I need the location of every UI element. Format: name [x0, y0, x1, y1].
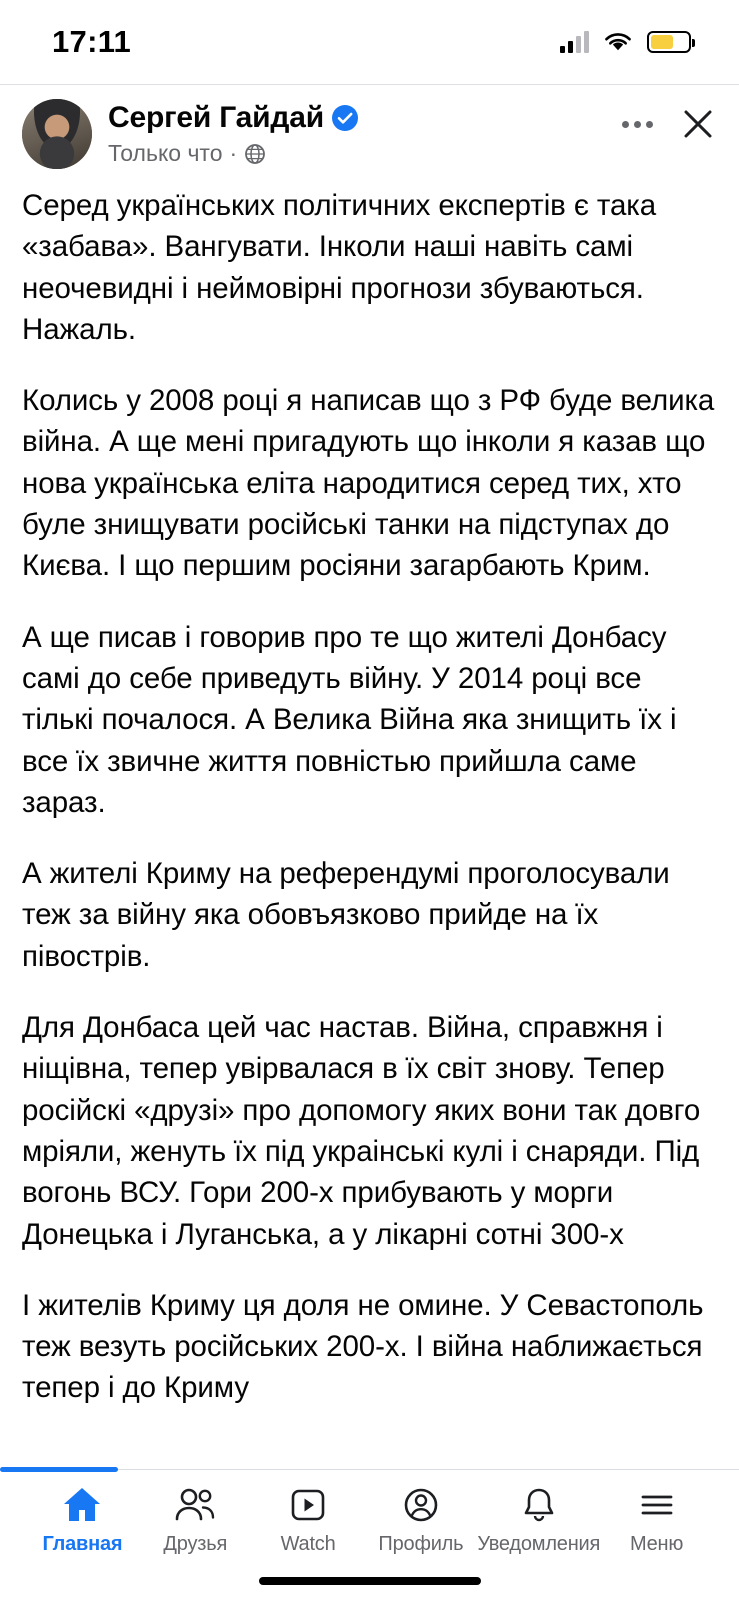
home-icon	[60, 1484, 104, 1526]
author-row	[108, 101, 622, 135]
tab-home[interactable]	[26, 1484, 139, 1556]
tab-profile[interactable]	[364, 1484, 477, 1556]
tab-home-label: Главная	[42, 1533, 123, 1555]
bottom-navigation	[0, 1469, 739, 1600]
tab-bar	[0, 1470, 739, 1562]
tab-menu-label: Меню	[629, 1533, 684, 1555]
tab-profile-label: Профиль	[378, 1533, 464, 1555]
post-meta	[108, 140, 622, 167]
tab-notifications[interactable]	[477, 1484, 600, 1556]
wifi-icon	[603, 31, 633, 53]
friends-icon	[172, 1484, 218, 1526]
more-options-icon[interactable]	[622, 121, 653, 128]
tab-watch[interactable]	[252, 1484, 365, 1556]
post-paragraph: А ще писав і говорив про те що жителі Донбасу самі до себе приведуть війну. У 2014 році все тількі почалося. А Велика Війна яка знищить їх і все їх звичне життя повністью прийшла саме зараз.	[22, 620, 677, 819]
meta-separator: ·	[229, 140, 238, 166]
author-name[interactable]: Сергей Гайдай	[108, 101, 324, 134]
avatar[interactable]	[22, 99, 92, 169]
scroll-progress-indicator	[0, 1467, 118, 1472]
globe-icon[interactable]	[244, 143, 266, 165]
close-icon[interactable]	[681, 107, 715, 141]
post-paragraph: Колись у 2008 році я написав що з РФ буде велика війна. А ще мені пригадують що інколи я казав що нова українська еліта народитися серед тих, хто буле знищувати російські танки на підступах до Києва. І що першим росіяни загарбають Крим.	[22, 384, 715, 583]
post-timestamp[interactable]: Только что	[108, 140, 223, 166]
battery-icon	[647, 31, 691, 53]
tab-friends[interactable]	[139, 1484, 252, 1556]
home-indicator[interactable]	[0, 1562, 739, 1600]
post-paragraph: А жителі Криму на референдумі проголосували теж за війну яка обовъязково прийде на їх півострів.	[22, 857, 670, 973]
post-paragraph: Для Донбаса цей час настав. Війна, справжня і ніщівна, тепер увірвалася в їх світ знову. Тепер російскі «друзі» про допомогу яких вони так довго мріяли, женуть їх під украінські кулі і снаряди. Під вогонь ВСУ. Гори 200-х прибувають у морги Донецька і Луганська, а у лікарні сотні 300-х	[22, 1011, 701, 1251]
hamburger-menu-icon	[635, 1484, 679, 1526]
tab-menu[interactable]	[600, 1484, 713, 1556]
post-header	[0, 85, 739, 175]
post-paragraph: І жителів Криму ця доля не омине. У Севастополь теж везуть російських 200-х. І війна наближається тепер і до Криму	[22, 1288, 704, 1405]
post-body[interactable]	[0, 175, 739, 1469]
post-paragraph: Серед українських політичних експертів є така «забава». Вангувати. Інколи наші навіть самі неочевидні і неймовірні прогнози збуваються. Нажаль.	[22, 189, 657, 346]
tab-watch-label: Watch	[280, 1533, 336, 1555]
tab-notifications-label: Уведомления	[477, 1533, 601, 1555]
cellular-signal-icon	[560, 31, 589, 53]
post-author-block	[108, 99, 622, 167]
profile-icon	[399, 1484, 443, 1526]
watch-icon	[286, 1484, 330, 1526]
status-time: 17:11	[52, 24, 132, 59]
tab-friends-label: Друзья	[163, 1533, 228, 1555]
verified-badge-icon	[332, 105, 358, 131]
bell-icon	[517, 1484, 561, 1526]
status-indicators	[560, 31, 691, 53]
status-bar	[0, 0, 739, 84]
post-header-actions	[622, 99, 715, 141]
